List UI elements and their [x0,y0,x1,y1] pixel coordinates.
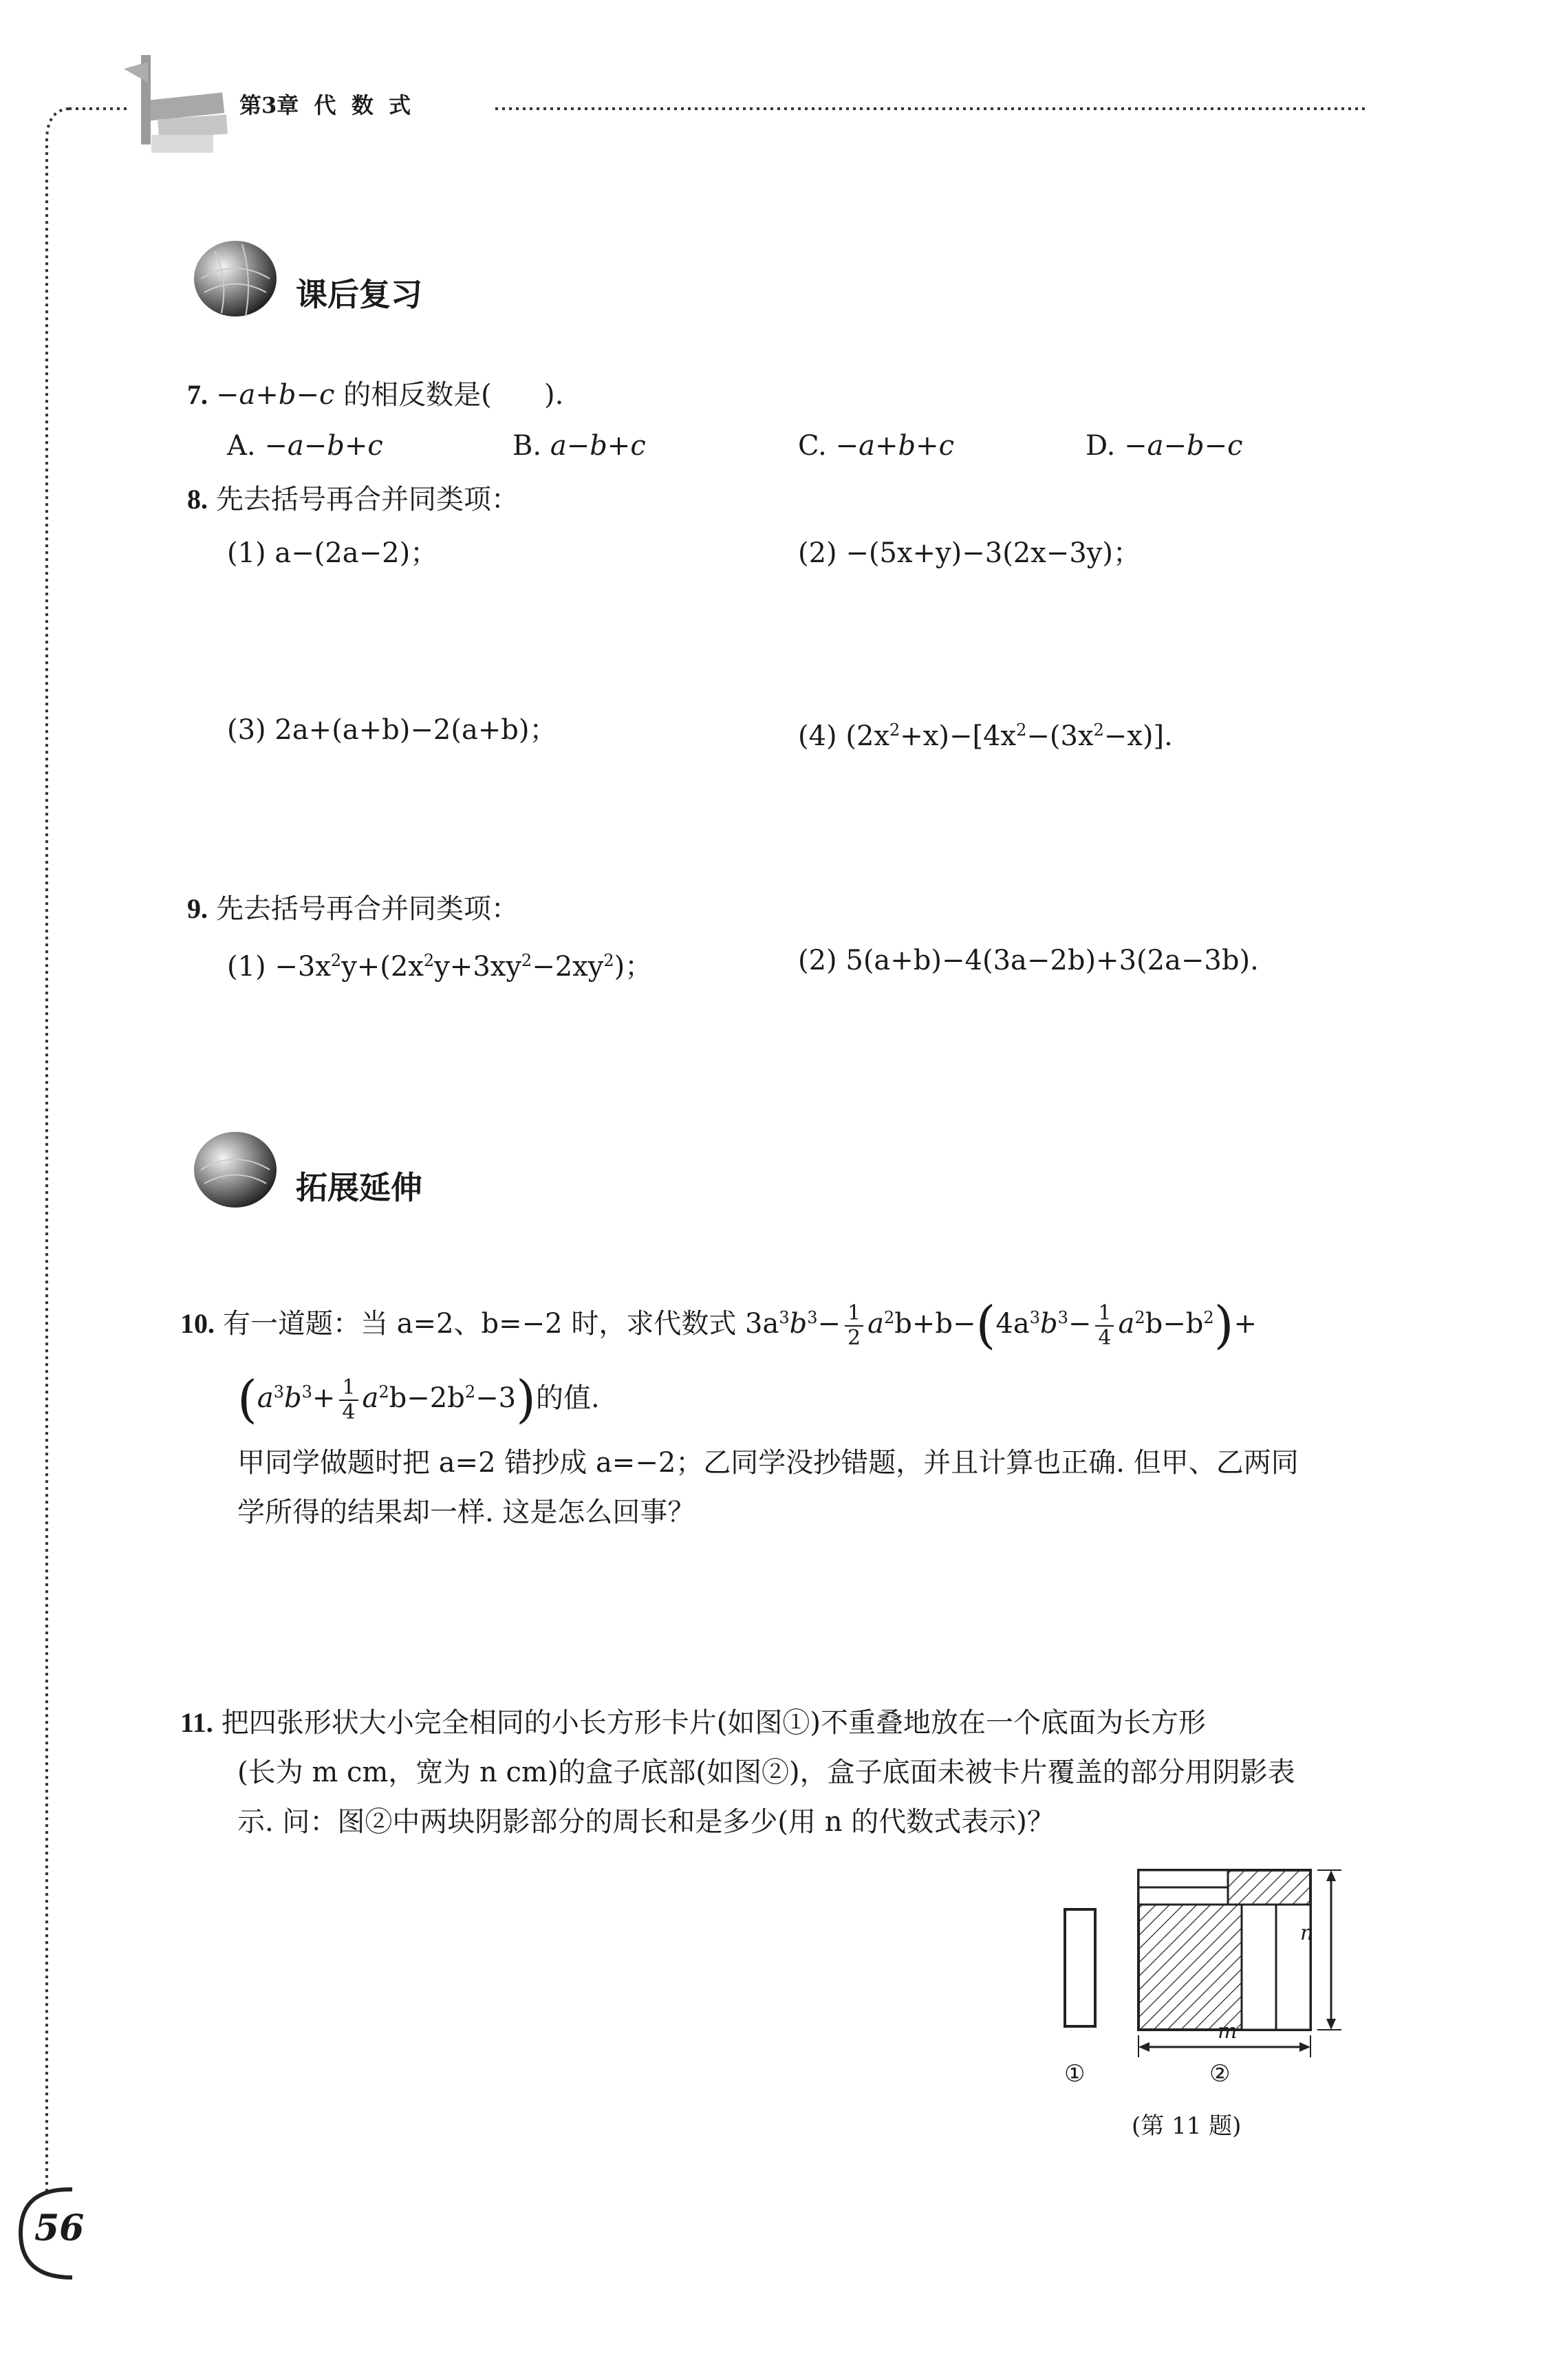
question-10-para-2: 学所得的结果却一样. 这是怎么回事？ [237,1497,695,1528]
question-stem: 先去括号再合并同类项： [216,893,519,925]
figure-label-1: ① [1064,2060,1086,2088]
option-b: B. a−b+c [512,430,646,462]
question-9: 9. 先去括号再合并同类项： [187,893,519,925]
question-8: 8. 先去括号再合并同类项： [187,484,519,515]
option-c: C. −a+b+c [798,430,955,462]
question-11-line-2: (长为 m cm，宽为 n cm)的盒子底部(如图②)，盒子底面未被卡片覆盖的部分用阴影表 [237,1757,1295,1788]
question-stem: 的相反数是( ). [334,379,564,411]
shaded-region-bottom [1138,1905,1242,2030]
shaded-region-top [1228,1870,1310,1905]
question-stem: 先去括号再合并同类项： [216,484,519,515]
question-10-para-1: 甲同学做题时把 a=2 错抄成 a=−2；乙同学没抄错题，并且计算也正确. 但甲、乙两同 [237,1447,1299,1479]
option-d: D. −a−b−c [1086,430,1243,462]
q8-part-1: (1) a−(2a−2)； [227,537,438,569]
q9-part-2: (2) 5(a+b)−4(3a−2b)+3(2a−3b). [798,945,1259,976]
section-title-review: 课后复习 [296,276,422,313]
globe-icon [187,237,283,327]
figure-caption: (第 11 题) [1132,2112,1242,2140]
figure-11 [1053,1858,1355,2092]
question-10-line-2: ($a^3b^3+$ $\frac{1}{4}$ $a^2b-2b^2-3$)的值. [237,1370,600,1429]
q9-part-1: $(1) -3x^2y+(2x^2y+3xy^2-2xy^2)$； [227,951,653,983]
q8-part-4: (4) $(2x^2+x)-[4x^2-(3x^2-x)]$. [798,720,1173,752]
section-title-extension: 拓展延伸 [296,1169,422,1206]
question-11-line-3: 示. 问：图②中两块阴影部分的周长和是多少(用 n 的代数式表示)？ [237,1806,1055,1838]
option-a: A. −a−b+c [227,430,383,462]
page-number: 56 [34,2207,85,2249]
fraction-quarter: $\frac{1}{4}$ [1095,1302,1114,1350]
fraction-half: $\frac{1}{2}$ [845,1302,863,1350]
question-7 [187,377,563,413]
globe-icon [187,1128,283,1218]
q8-part-2: (2) −(5x+y)−3(2x−3y)； [798,537,1141,569]
dimension-n-label: n [1300,1921,1314,1945]
question-11-line-1: 11. 把四张形状大小完全相同的小长方形卡片(如图①)不重叠地放在一个底面为长方形 [180,1707,1207,1739]
q8-part-3: (3) 2a+(a+b)−2(a+b)； [227,714,557,746]
chapter-title: 第3章 代 数 式 [239,92,411,118]
figure-label-2: ② [1209,2060,1231,2088]
question-10-line-1: 10. 有一道题：当 a=2、b=−2 时，求代数式 $3a^3b^3-$ $\frac{1}{2}$ $a^2b+b-(4a^3b^3-$ $\frac{1}{4}$ $a^2b-b^2)+$ [180,1296,1258,1355]
question-number: 7. [187,379,208,410]
fraction-quarter: $\frac{1}{4}$ [339,1376,358,1424]
dimension-m-label: m [1218,2019,1238,2044]
small-card [1065,1909,1095,2026]
question-stem-expr: −a+b−c [216,379,335,411]
